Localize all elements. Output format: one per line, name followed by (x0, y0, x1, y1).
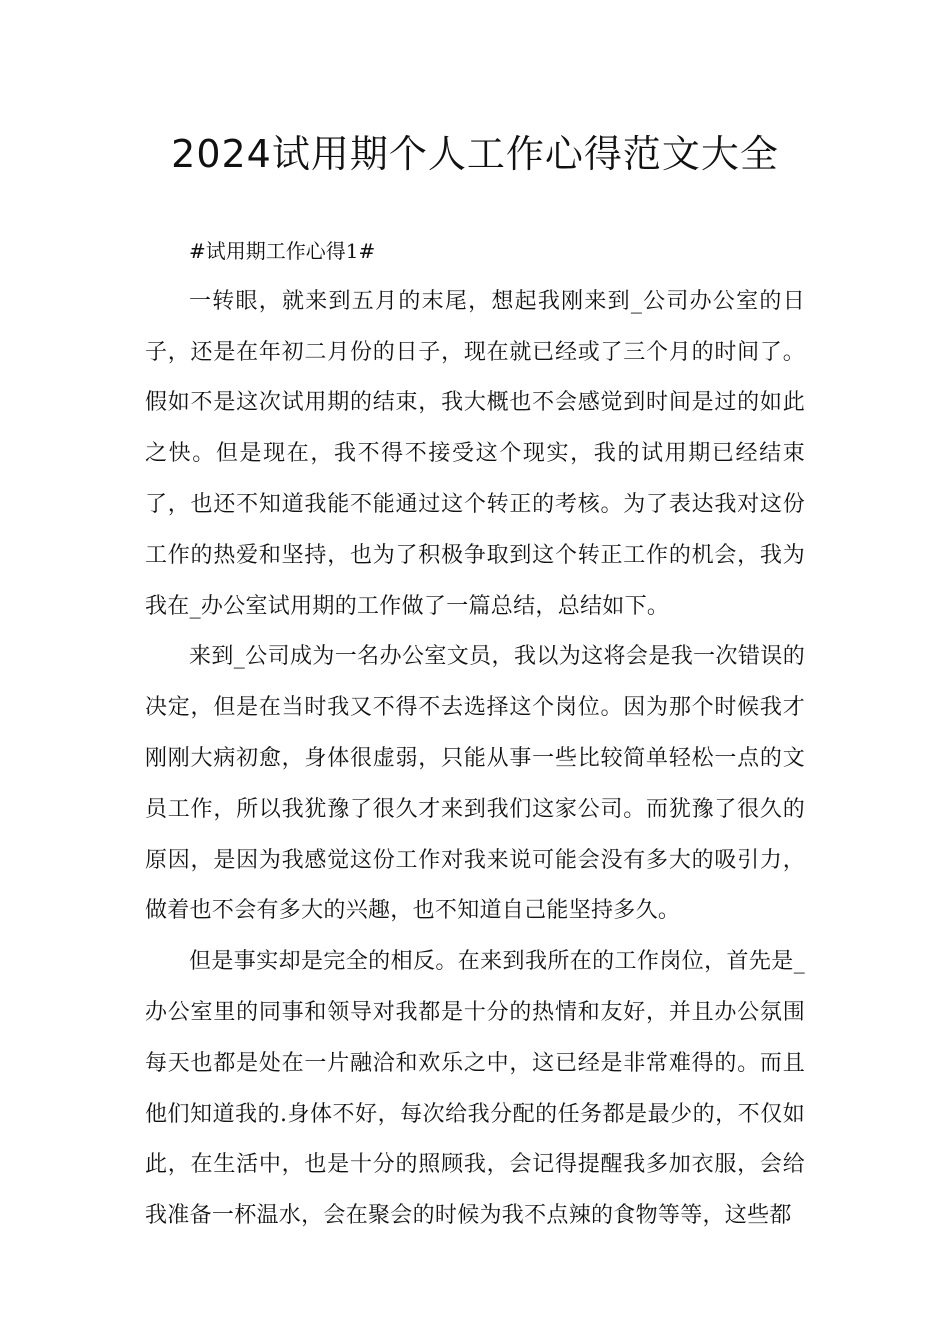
document-body (145, 226, 805, 1242)
paragraph-3: 但是事实却是完全的相反。在来到我所在的工作岗位，首先是_办公室里的同事和领导对我都是十分的热情和友好，并且办公氛围每天也都是处在一片融洽和欢乐之中，这已经是非常难得的。而且他们知道我的.身体不好，每次给我分配的任务都是最少的，不仅如此，在生活中，也是十分的照顾我，会记得提醒我多加衣服，会给我准备一杯温水，会在聚会的时候为我不点辣的食物等等，这些都 (145, 949, 805, 1229)
section-heading: #试用期工作心得1# (189, 239, 376, 263)
paragraph-2: 来到_公司成为一名办公室文员，我以为这将会是我一次错误的决定，但是在当时我又不得不去选择这个岗位。因为那个时候我才刚刚大病初愈，身体很虚弱，只能从事一些比较简单轻松一点的文员工作，所以我犹豫了很久才来到我们这家公司。而犹豫了很久的原因，是因为我感觉这份工作对我来说可能会没有多大的吸引力，做着也不会有多大的兴趣，也不知道自己能坚持多久。 (145, 644, 805, 924)
paragraph-1: 一转眼，就来到五月的末尾，想起我刚来到_公司办公室的日子，还是在年初二月份的日子，现在就已经或了三个月的时间了。假如不是这次试用期的结束，我大概也不会感觉到时间是过的如此之快。但是现在，我不得不接受这个现实，我的试用期已经结束了，也还不知道我能不能通过这个转正的考核。为了表达我对这份工作的热爱和坚持，也为了积极争取到这个转正工作的机会，我为我在_办公室试用期的工作做了一篇总结，总结如下。 (145, 288, 805, 619)
document-title: 2024试用期个人工作心得范文大全 (171, 132, 779, 176)
